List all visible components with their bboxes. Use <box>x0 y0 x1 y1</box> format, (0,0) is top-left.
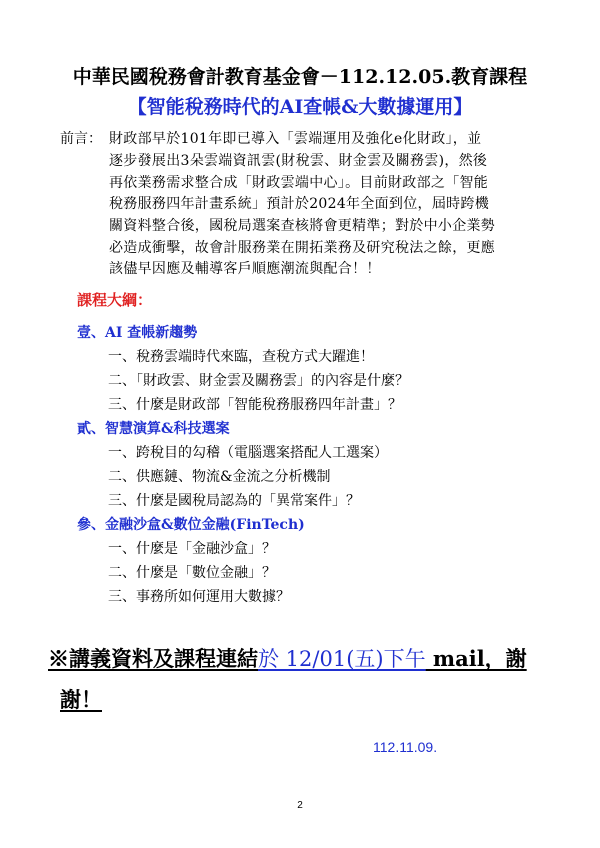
section-heading: 壹、AI 查帳新趨勢 <box>77 325 198 341</box>
outline-item: 三、事務所如何運用大數據？ <box>108 589 290 605</box>
preface-line: 該儘早因應及輔導客戶順應潮流與配合！！ <box>109 261 381 277</box>
outline-item: 二、「財政雲、財金雲及關務雲」的內容是什麼？ <box>108 373 409 389</box>
preface-line: 必造成衝擊，故會計服務業在開拓業務及研究稅法之餘，更應 <box>109 240 496 256</box>
preface-line: 財政部早於101年即已導入「雲端運用及強化e化財政」，並 <box>109 131 482 147</box>
note-text: ※講義資料及課程連結 <box>48 646 258 671</box>
outline-item: 一、跨稅目的勾稽（電腦選案搭配人工選案） <box>108 445 388 461</box>
handout-note <box>48 643 527 673</box>
outline-item: 一、稅務雲端時代來臨，查稅方式大躍進！ <box>108 349 374 365</box>
outline-item: 三、什麼是財政部「智能稅務服務四年計畫」？ <box>108 397 402 413</box>
section-heading: 貳、智慧演算&科技選案 <box>77 421 230 437</box>
note-deadline: 於 12/01(五)下午 <box>258 647 426 671</box>
document-title: 中華民國稅務會計教育基金會－112.12.05.教育課程 <box>72 66 528 88</box>
note-thanks: 謝！ <box>60 687 102 712</box>
preface-label: 前言： <box>60 131 102 147</box>
preface-line: 逐步發展出3朵雲端資訊雲(財稅雲、財金雲及關務雲)，然後 <box>109 153 488 169</box>
outline-item: 二、什麼是「數位金融」？ <box>108 565 276 581</box>
section-heading: 參、金融沙盒&數位金融(FinTech) <box>77 517 305 533</box>
note-text: mail，謝 <box>425 646 527 671</box>
issue-date: 112.11.09. <box>373 739 438 755</box>
preface-line: 再依業務需求整合成「財政雲端中心」。目前財政部之「智能 <box>109 175 489 191</box>
preface-line: 關資料整合後，國稅局選案查核將會更精準；對於中小企業勢 <box>109 218 496 234</box>
page-number: 2 <box>297 800 303 811</box>
preface-line: 稅務服務四年計畫系統」預計於2024年全面到位，屆時跨機 <box>109 196 490 212</box>
outline-item: 三、什麼是國稅局認為的「異常案件」？ <box>108 493 360 509</box>
outline-title: 課程大綱： <box>77 291 153 309</box>
document-subtitle: 【智能稅務時代的AI查帳&大數據運用】 <box>127 96 473 118</box>
outline-item: 二、供應鏈、物流&金流之分析機制 <box>108 469 331 485</box>
outline-item: 一、什麼是「金融沙盒」？ <box>108 541 276 557</box>
